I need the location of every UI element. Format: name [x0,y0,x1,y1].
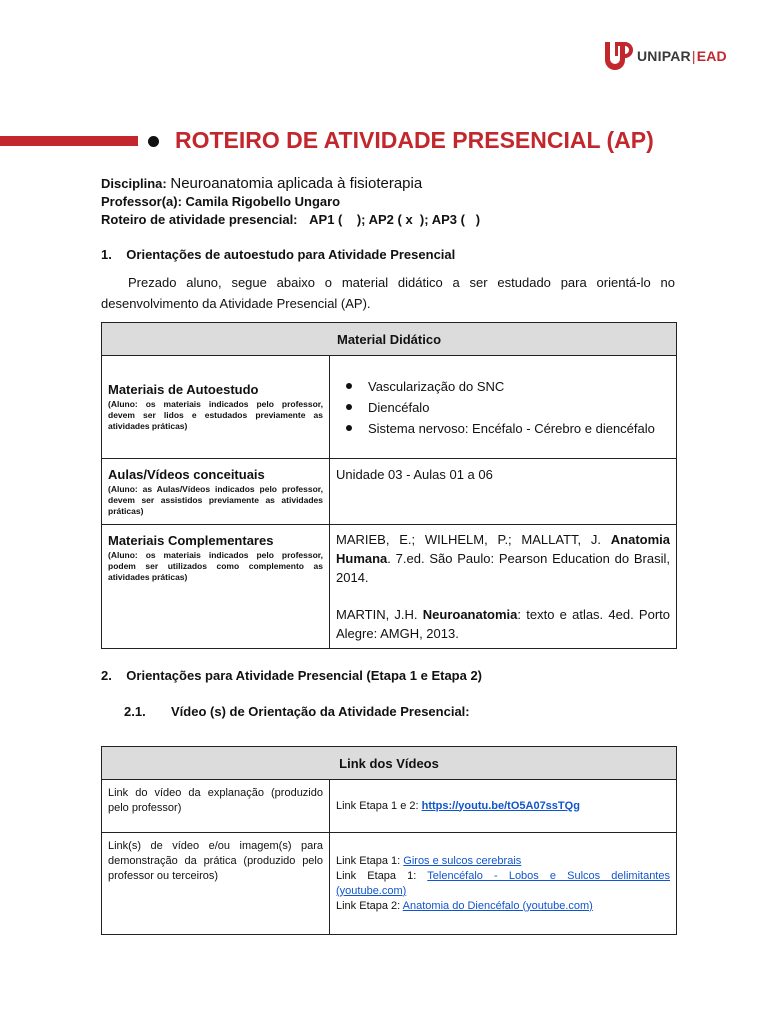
ref-text: MARTIN, J.H. [336,607,423,622]
video-row-label: Link(s) de vídeo e/ou imagem(s) para demonstração da prática (produzido pelo professor ou terceiros) [108,840,323,882]
row-title: Materiais de Autoestudo [108,382,259,397]
ref-text: MARIEB, E.; WILHELM, P.; MALLATT, J. [336,532,611,547]
table-row [102,459,677,525]
video-link[interactable]: Telencéfalo - Lobos e Sulcos delimitantes (youtube.com) [336,869,670,897]
link-prefix: Link Etapa 1 e 2: [336,799,422,812]
list-item: Sistema nervoso: Encéfalo - Cérebro e diencéfalo [356,418,670,439]
video-link-line [336,899,670,914]
title-bullet-icon [148,136,159,147]
reference-1 [336,530,670,587]
video-link[interactable]: Giros e sulcos cerebrais [403,854,522,867]
video-row-label: Link do vídeo da explanação (produzido pelo professor) [108,787,323,814]
section-2-1-heading: Vídeo (s) de Orientação da Atividade Presencial: [171,704,470,719]
video-table [101,746,677,935]
link-prefix: Link Etapa 1: [336,854,404,867]
video-link[interactable]: Anatomia do Diencéfalo (youtube.com) [402,899,593,912]
professor-value: Camila Rigobello Ungaro [185,194,341,209]
list-item: Vascularização do SNC [356,376,670,397]
table-row [102,356,677,459]
logo-suffix: EAD [696,48,727,64]
material-list [336,376,670,439]
material-value-cell [330,459,677,525]
ref-text: : texto e atlas. 4ed. Porto Alegre: AMGH, 2013. [336,607,670,641]
row-note: (Aluno: os materiais indicados pelo professor, podem ser utilizados como complemento as atividades práticas) [108,550,323,582]
video-table-header: Link dos Vídeos [102,747,677,780]
material-table-header: Material Didático [102,323,677,356]
video-link-line [336,799,670,814]
section-2-1-number: 2.1. [124,704,146,719]
page-title: ROTEIRO DE ATIVIDADE PRESENCIAL (AP) [175,127,654,153]
material-table [101,322,677,649]
disciplina-label: Disciplina: [101,176,167,191]
logo-text [637,48,727,64]
video-label-cell [102,780,330,833]
list-item: Diencéfalo [356,397,670,418]
material-label-cell [102,459,330,525]
material-value-cell [330,525,677,649]
logo-brand: UNIPAR [637,48,691,64]
professor-label: Professor(a): [101,194,182,209]
material-label-cell [102,356,330,459]
section-2-heading: 2. Orientações para Atividade Presencial (Etapa 1 e Etapa 2) [101,668,483,683]
aulas-value: Unidade 03 - Aulas 01 a 06 [336,467,493,482]
material-value-cell [330,356,677,459]
logo-separator: | [691,48,696,64]
video-link[interactable]: https://youtu.be/tO5A07ssTQg [421,799,580,812]
video-label-cell [102,833,330,935]
video-link-line [336,854,670,869]
video-link-cell [330,780,677,833]
row-title: Aulas/Vídeos conceituais [108,466,265,482]
ref-title: Neuroanatomia [422,607,518,622]
disciplina-line [101,175,422,192]
unipar-logo-icon [603,40,633,72]
professor-line [101,194,340,209]
roteiro-label: Roteiro de atividade presencial: [101,212,298,227]
table-row [102,525,677,649]
section-1-paragraph: Prezado aluno, segue abaixo o material didático a ser estudado para orientá-lo no desenvolvimento da Atividade Presencial (AP). [101,275,675,311]
video-link-line [336,869,670,899]
material-label-cell [102,525,330,649]
title-accent-bar [0,136,138,146]
link-prefix: Link Etapa 2: [336,899,403,912]
reference-2 [336,605,670,643]
roteiro-line [101,212,480,227]
row-title: Materiais Complementares [108,533,274,548]
table-row [102,780,677,833]
unipar-ead-logo[interactable] [603,40,727,72]
link-prefix: Link Etapa 1: [336,869,428,882]
disciplina-value: Neuroanatomia aplicada à fisioterapia [170,175,423,192]
row-note: (Aluno: as Aulas/Vídeos indicados pelo professor, devem ser assistidos previamente as atividades práticas) [108,483,323,516]
ref-title: Anatomia Humana [336,532,670,566]
video-link-cell [330,833,677,935]
ref-text: . 7.ed. São Paulo: Pearson Education do Brasil, 2014. [336,551,670,585]
row-note: (Aluno: os materiais indicados pelo professor, devem ser lidos e estudados previamente as atividades práticas) [108,399,323,431]
roteiro-value: AP1 ( ); AP2 ( x ); AP3 ( ) [309,212,481,227]
table-row [102,833,677,935]
section-1-heading: 1. Orientações de autoestudo para Atividade Presencial [101,247,456,262]
